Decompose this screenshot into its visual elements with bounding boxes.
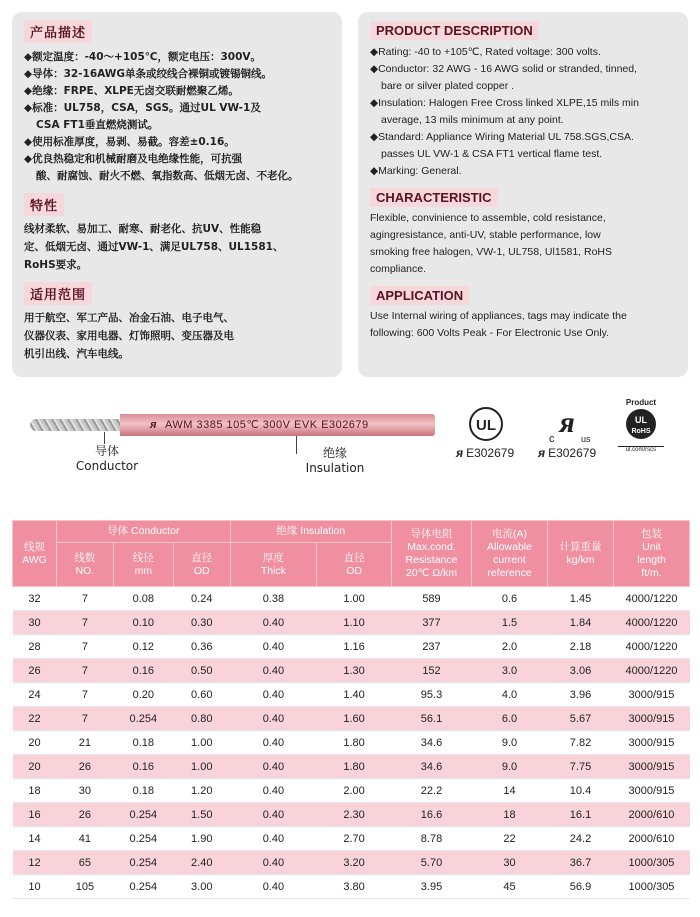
- cell-thickness: 0.40: [230, 851, 317, 875]
- ul-number-text: E302679: [466, 446, 515, 460]
- col-header-awg: [13, 521, 57, 587]
- cell-resistance: 34.6: [420, 736, 443, 749]
- cell-weight: 36.7: [548, 851, 614, 875]
- cell-thickness: 0.40: [230, 707, 317, 731]
- cell-insulation-od: 1.80: [317, 755, 392, 779]
- cell-strand-count: 21: [78, 736, 91, 749]
- resistance-en1: Max.cond.: [407, 540, 456, 553]
- ur-mark-icon: ᴙ: [150, 419, 157, 431]
- cell-thickness: 0.40: [262, 688, 285, 701]
- en-characteristic-text: [370, 210, 676, 278]
- cell-weight: 56.9: [569, 880, 592, 893]
- cell-conductor-od: 3.00: [191, 880, 213, 893]
- cell-strand-count: 41: [78, 832, 91, 845]
- current-en3: reference: [487, 566, 532, 579]
- cn-description-item: ◆优良热稳定和机械耐磨及电绝缘性能，可抗强: [24, 153, 243, 165]
- cell-conductor-od: 0.60: [191, 688, 213, 701]
- awg-en: AWG: [22, 553, 47, 566]
- cell-resistance: 152: [392, 659, 472, 683]
- col-header-current: [472, 521, 548, 587]
- cell-package: 4000/1220: [614, 611, 690, 635]
- table-row: [13, 587, 690, 611]
- cell-conductor-od: 1.00: [191, 736, 213, 749]
- cell-strand-count: 7: [81, 592, 88, 605]
- conductor-label-cn: 导体: [94, 444, 119, 458]
- cell-strand-count: 7: [81, 640, 88, 653]
- cell-thickness: 0.38: [262, 592, 285, 605]
- cn-description-item: 酸、耐腐蚀、耐火不燃、氧指数高、低烟无卤、不老化。: [36, 170, 299, 182]
- cell-resistance: 8.78: [420, 832, 443, 845]
- conductor-pointer-line: [104, 432, 105, 444]
- cn-description-item: ◆使用标准厚度，易剥、易截。容差±0.16。: [24, 136, 235, 148]
- svg-text:UL: UL: [476, 417, 496, 434]
- cell-conductor-od: 2.40: [173, 851, 230, 875]
- en-characteristic-line: smoking free halogen, VW-1, UL758, Ul1581, RoHS: [370, 246, 613, 258]
- resistance-en3: 20℃ Ω/km: [405, 566, 458, 579]
- conductor-label-en: Conductor: [75, 459, 139, 473]
- cell-resistance: 16.6: [392, 803, 472, 827]
- cell-resistance: 237: [422, 640, 441, 653]
- cn-product-description-heading: 产品描述: [24, 20, 92, 43]
- cell-conductor-od: 1.20: [191, 784, 213, 797]
- cell-conductor-od: 0.30: [173, 611, 230, 635]
- cell-strand-dia: 0.254: [129, 832, 158, 845]
- cn-application-line: 仪器仪表、家用电器、灯饰照明、变压器及电: [24, 330, 234, 342]
- rohs-url-text: ul.com/rscs: [618, 446, 664, 453]
- insulation-label-cn: 绝缘: [322, 446, 347, 460]
- ul-file-number: [456, 446, 514, 460]
- cell-thickness: 0.40: [230, 659, 317, 683]
- cell-conductor-od: 0.36: [191, 640, 213, 653]
- cell-insulation-od: 1.16: [343, 640, 365, 653]
- col-header-thickness: [230, 543, 317, 587]
- cell-strand-dia: 0.18: [132, 736, 155, 749]
- english-description-panel: [358, 12, 688, 377]
- cell-strand-dia: 0.254: [113, 707, 173, 731]
- cell-thickness: 0.40: [262, 736, 285, 749]
- cul-number-text: E302679: [548, 446, 597, 460]
- cell-awg: 32: [28, 592, 41, 605]
- cell-thickness: 0.40: [230, 755, 317, 779]
- cell-thickness: 0.40: [262, 832, 285, 845]
- cell-insulation-od: 1.00: [343, 592, 365, 605]
- cell-strand-count: 7: [57, 611, 114, 635]
- insulation-label-en: Insulation: [305, 461, 365, 475]
- od-cn: 直径: [191, 551, 213, 564]
- cell-insulation-od: 1.60: [317, 707, 392, 731]
- table-row: [13, 659, 690, 683]
- table-row: [13, 707, 690, 731]
- cell-weight: 1.84: [548, 611, 614, 635]
- specification-table-body: [13, 587, 690, 899]
- cell-insulation-od: 2.30: [317, 803, 392, 827]
- cn-characteristic-line: RoHS要求。: [24, 259, 88, 271]
- cell-insulation-od: 1.10: [317, 611, 392, 635]
- cell-package: 4000/1220: [625, 640, 678, 653]
- od-en: OD: [193, 564, 210, 577]
- cell-weight: 7.75: [548, 755, 614, 779]
- table-row: [13, 827, 690, 851]
- cell-weight: 3.96: [569, 688, 592, 701]
- thick-cn: 厚度: [262, 551, 284, 564]
- cable-marking-text: AWM 3385 105℃ 300V EVK E302679: [164, 419, 369, 431]
- resistance-en2: Resistance: [405, 553, 458, 566]
- col-header-conductor-od: [173, 543, 230, 587]
- cell-thickness: 0.40: [262, 784, 285, 797]
- cell-strand-dia: 0.18: [132, 784, 155, 797]
- cn-application-line: 机引出线、汽车电线。: [24, 348, 129, 360]
- cell-strand-dia: 0.10: [113, 611, 173, 635]
- cell-current: 22: [503, 832, 516, 845]
- cell-package: 2000/610: [614, 803, 690, 827]
- cn-description-item: ◆导体：32-16AWG单条或绞线合裸铜或镀锡铜线。: [24, 68, 273, 80]
- rohs-label: RoHS: [631, 428, 651, 435]
- pack-cn: 包装: [641, 527, 662, 540]
- table-row: [13, 875, 690, 899]
- od2-en: OD: [346, 564, 362, 577]
- cell-conductor-od: 0.80: [173, 707, 230, 731]
- cell-conductor-od: 0.24: [191, 592, 213, 605]
- cell-strand-count: 26: [57, 755, 114, 779]
- cell-awg: 12: [13, 851, 57, 875]
- en-application-text: [370, 308, 676, 342]
- col-header-conductor: 导体 Conductor: [57, 521, 231, 543]
- cell-current: 9.0: [501, 736, 518, 749]
- cell-current: 45: [503, 880, 516, 893]
- cell-awg: 30: [13, 611, 57, 635]
- cn-characteristic-text: [24, 220, 330, 274]
- cell-awg: 26: [13, 659, 57, 683]
- cell-package: 3000/915: [628, 736, 675, 749]
- cell-weight: 5.67: [548, 707, 614, 731]
- en-description-item: passes UL VW-1 & CSA FT1 vertical flame test.: [381, 148, 603, 160]
- awg-cn: 线规: [24, 540, 45, 553]
- en-characteristic-line: Flexible, convinience to assemble, cold resistance,: [370, 212, 606, 224]
- cell-thickness: 0.40: [230, 803, 317, 827]
- en-description-item: ◆Marking: General.: [370, 165, 462, 177]
- col-header-package: [614, 521, 690, 587]
- en-description-item: ◆Insulation: Halogen Free Cross linked XLPE,15 mils min: [370, 97, 639, 109]
- en-product-description-heading: PRODUCT DESCRIPTION: [370, 21, 539, 40]
- cell-strand-dia: 0.08: [132, 592, 155, 605]
- cell-resistance: 22.2: [420, 784, 443, 797]
- cell-awg: 24: [28, 688, 41, 701]
- cell-current: 6.0: [472, 707, 548, 731]
- cell-resistance: 34.6: [392, 755, 472, 779]
- resistance-cn: 导体电阻: [410, 527, 453, 540]
- cell-strand-dia: 0.16: [113, 755, 173, 779]
- cell-resistance: 5.70: [392, 851, 472, 875]
- cell-awg: 20: [28, 736, 41, 749]
- cell-strand-count: 30: [78, 784, 91, 797]
- cell-conductor-od: 1.90: [191, 832, 213, 845]
- cell-weight: 3.06: [548, 659, 614, 683]
- cell-package: 3000/915: [614, 707, 690, 731]
- insulation-label: [300, 446, 370, 476]
- cell-current: 18: [472, 803, 548, 827]
- cell-strand-count: 7: [81, 688, 88, 701]
- cell-insulation-od: 3.80: [343, 880, 365, 893]
- cell-strand-dia: 0.16: [113, 659, 173, 683]
- cn-description-item: ◆绝缘：FRPE、XLPE无卤交联耐燃聚乙烯。: [24, 85, 239, 97]
- table-row: [13, 803, 690, 827]
- cn-description-item: ◆标准：UL758，CSA，SGS。通过UL VW-1及: [24, 102, 261, 114]
- cell-insulation-od: 1.40: [343, 688, 365, 701]
- cell-insulation-od: 1.80: [343, 736, 365, 749]
- cell-strand-count: 7: [57, 659, 114, 683]
- cell-package: 3000/915: [628, 784, 675, 797]
- en-description-item: ◆Conductor: 32 AWG - 16 AWG solid or stranded, tinned,: [370, 63, 638, 75]
- cell-strand-dia: 0.254: [129, 880, 158, 893]
- cell-strand-dia: 0.254: [113, 803, 173, 827]
- col-header-strand-count: [57, 543, 114, 587]
- c-ur-us-icon: [545, 400, 593, 446]
- cn-application-text: [24, 309, 330, 363]
- ul-rohs-icon: [618, 398, 664, 453]
- no-en: NO.: [75, 564, 95, 577]
- cell-weight: 10.4: [569, 784, 592, 797]
- en-description-item: average, 13 mils minimum at any point.: [381, 114, 564, 126]
- cell-package: 2000/610: [628, 832, 675, 845]
- pack-en1: Unit: [642, 540, 661, 553]
- pack-en2: length: [637, 553, 666, 566]
- col-header-resistance: [392, 521, 472, 587]
- current-en2: current: [493, 553, 526, 566]
- svg-text:c: c: [549, 433, 555, 445]
- en-description-item: ◆Standard: Appliance Wiring Material UL 758.SGS,CSA.: [370, 131, 634, 143]
- rohs-circle-icon: [624, 407, 658, 441]
- current-cn: 电流(A): [492, 527, 527, 540]
- cell-strand-count: 26: [57, 803, 114, 827]
- cn-description-list: [24, 49, 330, 185]
- cell-thickness: 0.40: [230, 611, 317, 635]
- table-row: [13, 683, 690, 707]
- en-characteristic-heading: CHARACTERISTIC: [370, 188, 498, 207]
- cell-strand-count: 65: [57, 851, 114, 875]
- rohs-product-text: Product: [625, 398, 657, 407]
- cell-resistance: 3.95: [420, 880, 443, 893]
- dia-en: mm: [134, 564, 153, 577]
- cell-awg: 10: [28, 880, 41, 893]
- cell-conductor-od: 1.00: [173, 755, 230, 779]
- cell-weight: 2.18: [569, 640, 592, 653]
- cell-strand-dia: 0.12: [132, 640, 155, 653]
- cable-marking: [150, 418, 369, 431]
- weight-cn: 计算重量: [559, 540, 602, 553]
- table-row: [13, 779, 690, 803]
- table-row: [13, 635, 690, 659]
- en-characteristic-line: agingresistance, anti-UV, stable performance, low: [370, 229, 601, 241]
- en-description-item: bare or silver plated copper .: [381, 80, 515, 92]
- conductor-label: [72, 444, 142, 474]
- col-header-strand-dia: [113, 543, 173, 587]
- cell-weight: 7.82: [569, 736, 592, 749]
- table-row: [13, 611, 690, 635]
- cell-package: 1000/305: [614, 851, 690, 875]
- cell-insulation-od: 2.70: [343, 832, 365, 845]
- cell-thickness: 0.40: [262, 880, 285, 893]
- insulation-pointer-line: [296, 436, 297, 454]
- ur-small-icon: ᴙ: [456, 446, 464, 460]
- cell-current: 3.0: [472, 659, 548, 683]
- cell-thickness: 0.40: [262, 640, 285, 653]
- cn-description-item: ◆额定温度：-40～+105℃，额定电压：300V。: [24, 51, 262, 63]
- cell-current: 30: [472, 851, 548, 875]
- cell-resistance: 95.3: [420, 688, 443, 701]
- cell-package: 4000/1220: [614, 659, 690, 683]
- specification-table: [12, 520, 690, 899]
- cell-conductor-od: 1.50: [173, 803, 230, 827]
- cell-strand-dia: 0.254: [113, 851, 173, 875]
- ul-listed-icon: [468, 404, 504, 444]
- cell-conductor-od: 0.50: [173, 659, 230, 683]
- conductor-wire: [30, 419, 122, 431]
- en-characteristic-line: compliance.: [370, 263, 427, 275]
- cn-characteristic-line: 定、低烟无卤、通过VW-1、满足UL758、UL1581、: [24, 241, 284, 253]
- current-en1: Allowable: [487, 540, 532, 553]
- cn-description-item: CSA FT1垂直燃烧测试。: [36, 119, 159, 131]
- cell-awg: 22: [13, 707, 57, 731]
- cell-current: 2.0: [501, 640, 518, 653]
- cell-awg: 28: [28, 640, 41, 653]
- cell-awg: 16: [13, 803, 57, 827]
- cell-current: 14: [503, 784, 516, 797]
- cn-application-line: 用于航空、军工产品、冶金石油、电子电气、: [24, 312, 234, 324]
- cell-current: 4.0: [501, 688, 518, 701]
- cell-strand-count: 7: [57, 707, 114, 731]
- cell-resistance: 56.1: [392, 707, 472, 731]
- cn-characteristic-line: 线材柔软、易加工、耐寒、耐老化、抗UV、性能稳: [24, 223, 262, 235]
- weight-en: kg/km: [566, 553, 595, 566]
- cell-insulation-od: 2.00: [343, 784, 365, 797]
- cell-current: 9.0: [472, 755, 548, 779]
- cell-package: 3000/915: [614, 755, 690, 779]
- table-row: [13, 731, 690, 755]
- table-row: [13, 755, 690, 779]
- cable-illustration: [0, 392, 700, 502]
- no-cn: 线数: [74, 551, 96, 564]
- dia-cn: 线径: [132, 551, 154, 564]
- cell-package: 1000/305: [628, 880, 675, 893]
- col-header-insulation: 绝缘 Insulation: [230, 521, 391, 543]
- cur-small-icon: ᴙ: [538, 446, 546, 460]
- en-description-item: ◆Rating: -40 to +105℃, Rated voltage: 300 volts.: [370, 46, 601, 58]
- cell-strand-dia: 0.20: [132, 688, 155, 701]
- en-application-line: Use Internal wiring of appliances, tags may indicate the: [370, 310, 627, 322]
- col-header-insulation-od: [317, 543, 392, 587]
- cell-current: 0.6: [501, 592, 518, 605]
- en-application-heading: APPLICATION: [370, 286, 469, 305]
- cell-strand-count: 105: [75, 880, 95, 893]
- cell-awg: 20: [13, 755, 57, 779]
- cell-weight: 1.45: [569, 592, 592, 605]
- cell-awg: 18: [28, 784, 41, 797]
- svg-text:ᴙ: ᴙ: [559, 406, 575, 439]
- en-application-line: following: 600 Volts Peak - For Electronic Use Only.: [370, 327, 610, 339]
- od2-cn: 直径: [343, 551, 365, 564]
- cell-weight: 16.1: [548, 803, 614, 827]
- cell-package: 3000/915: [628, 688, 675, 701]
- table-row: [13, 851, 690, 875]
- cell-resistance: 589: [422, 592, 441, 605]
- cell-insulation-od: 1.30: [317, 659, 392, 683]
- svg-text:us: us: [581, 434, 591, 444]
- cell-weight: 24.2: [569, 832, 592, 845]
- cn-application-heading: 适用范围: [24, 282, 92, 305]
- cn-characteristic-heading: 特性: [24, 193, 64, 216]
- cell-package: 4000/1220: [625, 592, 678, 605]
- svg-text:UL: UL: [635, 415, 647, 425]
- chinese-description-panel: [12, 12, 342, 377]
- cul-file-number: [538, 446, 596, 460]
- pack-en3: ft/m.: [641, 566, 662, 579]
- cell-insulation-od: 3.20: [317, 851, 392, 875]
- en-description-list: [370, 44, 676, 180]
- cell-resistance: 377: [392, 611, 472, 635]
- thick-en: Thick: [260, 564, 286, 577]
- col-header-weight: [548, 521, 614, 587]
- cell-awg: 14: [28, 832, 41, 845]
- cell-current: 1.5: [472, 611, 548, 635]
